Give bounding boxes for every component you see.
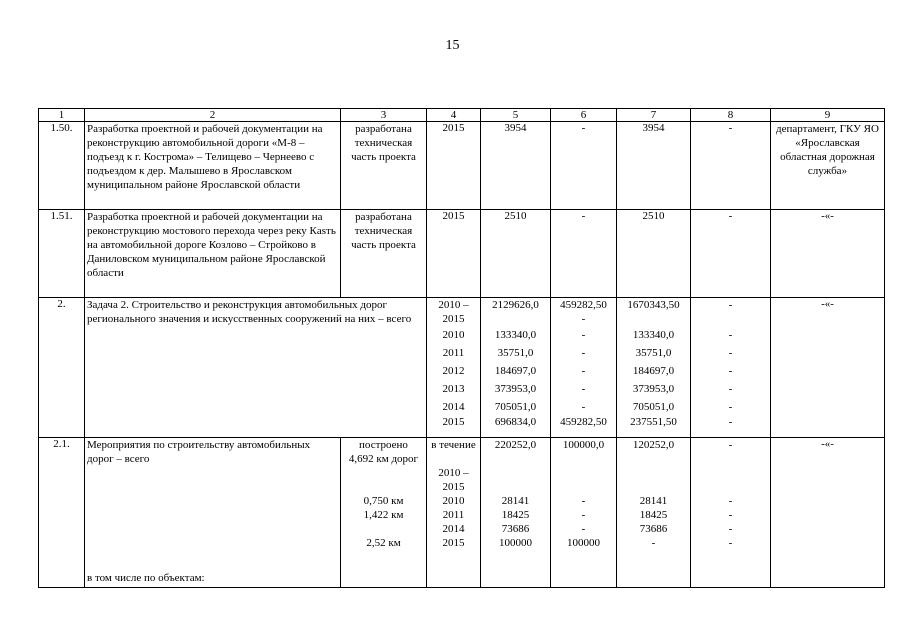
col7-line: 73686 (639, 523, 668, 535)
row-col7s (617, 438, 691, 588)
col6-line: - (581, 383, 586, 395)
total-line: 184697,0 (494, 365, 537, 377)
year-line: 2011 (442, 347, 465, 359)
row-number: 2.1. (39, 438, 85, 588)
result-line: 1,422 км (363, 509, 404, 521)
row-total: 2510 (481, 210, 551, 298)
result-line: 2,52 км (366, 537, 401, 549)
total-line (483, 480, 548, 494)
header-cell: 3 (341, 109, 427, 122)
col8-line: - (728, 329, 733, 341)
col6-line: - (581, 313, 586, 325)
year-line: в течение (431, 439, 476, 451)
row-col8: - (691, 210, 771, 298)
col6-line: - (581, 329, 586, 341)
col7-line: 133340,0 (632, 329, 675, 341)
row-number: 1.50. (39, 122, 85, 210)
col8-line (693, 452, 768, 466)
col6-line (553, 480, 614, 494)
total-line: 100000 (499, 537, 532, 549)
col7-line: 373953,0 (632, 383, 675, 395)
col8-line: - (728, 523, 733, 535)
row-executor: -«- (771, 210, 885, 298)
col7-line (619, 312, 688, 326)
row-col8s (691, 298, 771, 438)
col6-line: - (581, 509, 586, 521)
col8-line (693, 312, 768, 326)
col8-line (693, 480, 768, 494)
row-result: разработана техническая часть проекта (341, 122, 427, 210)
header-cell: 8 (691, 109, 771, 122)
col7-line: 18425 (639, 509, 668, 521)
total-line (483, 312, 548, 326)
col8-line: - (728, 401, 733, 413)
row-col7: 2510 (617, 210, 691, 298)
row-col6: - (551, 210, 617, 298)
header-cell: 1 (39, 109, 85, 122)
row-col6: - (551, 122, 617, 210)
col7-line (619, 466, 688, 480)
header-cell: 2 (85, 109, 341, 122)
col6-line: - (581, 365, 586, 377)
result-line: 0,750 км (363, 495, 404, 507)
col7-line: 184697,0 (632, 365, 675, 377)
row-year: 2015 (427, 210, 481, 298)
row-description-cell (85, 438, 341, 588)
col8-line: - (728, 383, 733, 395)
row-col7s (617, 298, 691, 438)
col8-line: - (728, 495, 733, 507)
row-years (427, 438, 481, 588)
year-line: 2010 – (438, 467, 469, 479)
total-line (483, 452, 548, 466)
row-col6s (551, 298, 617, 438)
row-result: разработана техническая часть проекта (341, 210, 427, 298)
row-total: 3954 (481, 122, 551, 210)
program-table (38, 108, 885, 588)
col7-line: 35751,0 (635, 347, 672, 359)
col6-line: 100000,0 (562, 439, 605, 451)
year-line: 2014 (442, 401, 465, 413)
row-col7: 3954 (617, 122, 691, 210)
row-number: 2. (39, 298, 85, 438)
total-line: 705051,0 (494, 401, 537, 413)
row-description: Мероприятия по строительству автомобильных дорог – всего (87, 439, 311, 465)
col7-line: 705051,0 (632, 401, 675, 413)
table-row (39, 210, 885, 298)
col8-line: - (728, 299, 733, 311)
year-line: 2010 (442, 329, 465, 341)
col8-line: - (728, 365, 733, 377)
total-line: 18425 (501, 509, 530, 521)
page-number: 15 (445, 38, 460, 53)
col8-line: - (728, 537, 733, 549)
row-years (427, 298, 481, 438)
table-row (39, 298, 885, 438)
header-cell: 4 (427, 109, 481, 122)
table-row (39, 438, 885, 588)
year-line: 2015 (442, 313, 465, 325)
row-description-extra: в том числе по объектам: (87, 572, 205, 584)
col6-line: 459282,50 (560, 416, 607, 428)
total-line: 35751,0 (497, 347, 534, 359)
col6-line: - (581, 401, 586, 413)
col7-line: 237551,50 (630, 416, 677, 428)
col7-line (619, 480, 688, 494)
year-line: 2015 (442, 416, 465, 428)
total-line: 220252,0 (494, 439, 537, 451)
col6-line: 459282,50 (560, 299, 607, 311)
header-row (39, 109, 885, 122)
row-col8s (691, 438, 771, 588)
result-line (343, 466, 424, 480)
total-line: 73686 (501, 523, 530, 535)
col7-line: 120252,0 (632, 439, 675, 451)
col6-line (553, 452, 614, 466)
result-line: 4,692 км дорог (348, 453, 419, 465)
result-line (343, 480, 424, 494)
year-line: 2014 (442, 523, 465, 535)
row-totals (481, 438, 551, 588)
header-cell: 7 (617, 109, 691, 122)
result-line: построено (359, 439, 408, 451)
year-line (429, 452, 478, 466)
year-line: 2010 – (438, 299, 469, 311)
row-description: Разработка проектной и рабочей документации на реконструкцию автомобильной дороги «М-8 – подъезд к г. Кострома» – Телищево – Чернеево с подъездом к дер. Малышево в Ярославском муниципальном районе Ярославской области (85, 122, 341, 210)
header-cell: 6 (551, 109, 617, 122)
total-line: 2129626,0 (492, 299, 539, 311)
total-line (483, 466, 548, 480)
year-line: 2010 (442, 495, 465, 507)
total-line: 373953,0 (494, 383, 537, 395)
total-line: 696834,0 (494, 416, 537, 428)
col7-line (619, 452, 688, 466)
row-results (341, 438, 427, 588)
col7-line: 1670343,50 (627, 299, 680, 311)
col8-line (693, 466, 768, 480)
year-line: 2015 (442, 481, 465, 493)
col7-line: - (651, 537, 656, 549)
col8-line: - (728, 416, 733, 428)
col6-line: - (581, 523, 586, 535)
row-year: 2015 (427, 122, 481, 210)
result-line (343, 522, 424, 536)
year-line: 2013 (442, 383, 465, 395)
row-col6s (551, 438, 617, 588)
total-line: 28141 (501, 495, 530, 507)
col8-line: - (728, 347, 733, 359)
year-line: 2011 (442, 509, 465, 521)
row-description: Разработка проектной и рабочей документации на реконструкцию мостового перехода через реку Кasть на автомобильной дороге Козлово – Стройково в Даниловском муниципальном районе Ярославской области (85, 210, 341, 298)
table-row (39, 122, 885, 210)
row-executor: департамент, ГКУ ЯО «Ярославская областная дорожная служба» (771, 122, 885, 210)
col6-line: 100000 (567, 537, 600, 549)
total-line: 133340,0 (494, 329, 537, 341)
col8-line: - (728, 509, 733, 521)
year-line: 2012 (442, 365, 465, 377)
row-totals (481, 298, 551, 438)
row-executor: -«- (771, 438, 885, 588)
row-executor: -«- (771, 298, 885, 438)
header-cell: 5 (481, 109, 551, 122)
row-description: Задача 2. Строительство и реконструкция автомобильных дорог регионального значения и искусственных сооружений на них – всего (85, 298, 427, 438)
row-col8: - (691, 122, 771, 210)
col6-line: - (581, 347, 586, 359)
col6-line: - (581, 495, 586, 507)
year-line: 2015 (442, 537, 465, 549)
col7-line: 28141 (639, 495, 668, 507)
header-cell: 9 (771, 109, 885, 122)
col6-line (553, 466, 614, 480)
col8-line: - (728, 439, 733, 451)
row-number: 1.51. (39, 210, 85, 298)
